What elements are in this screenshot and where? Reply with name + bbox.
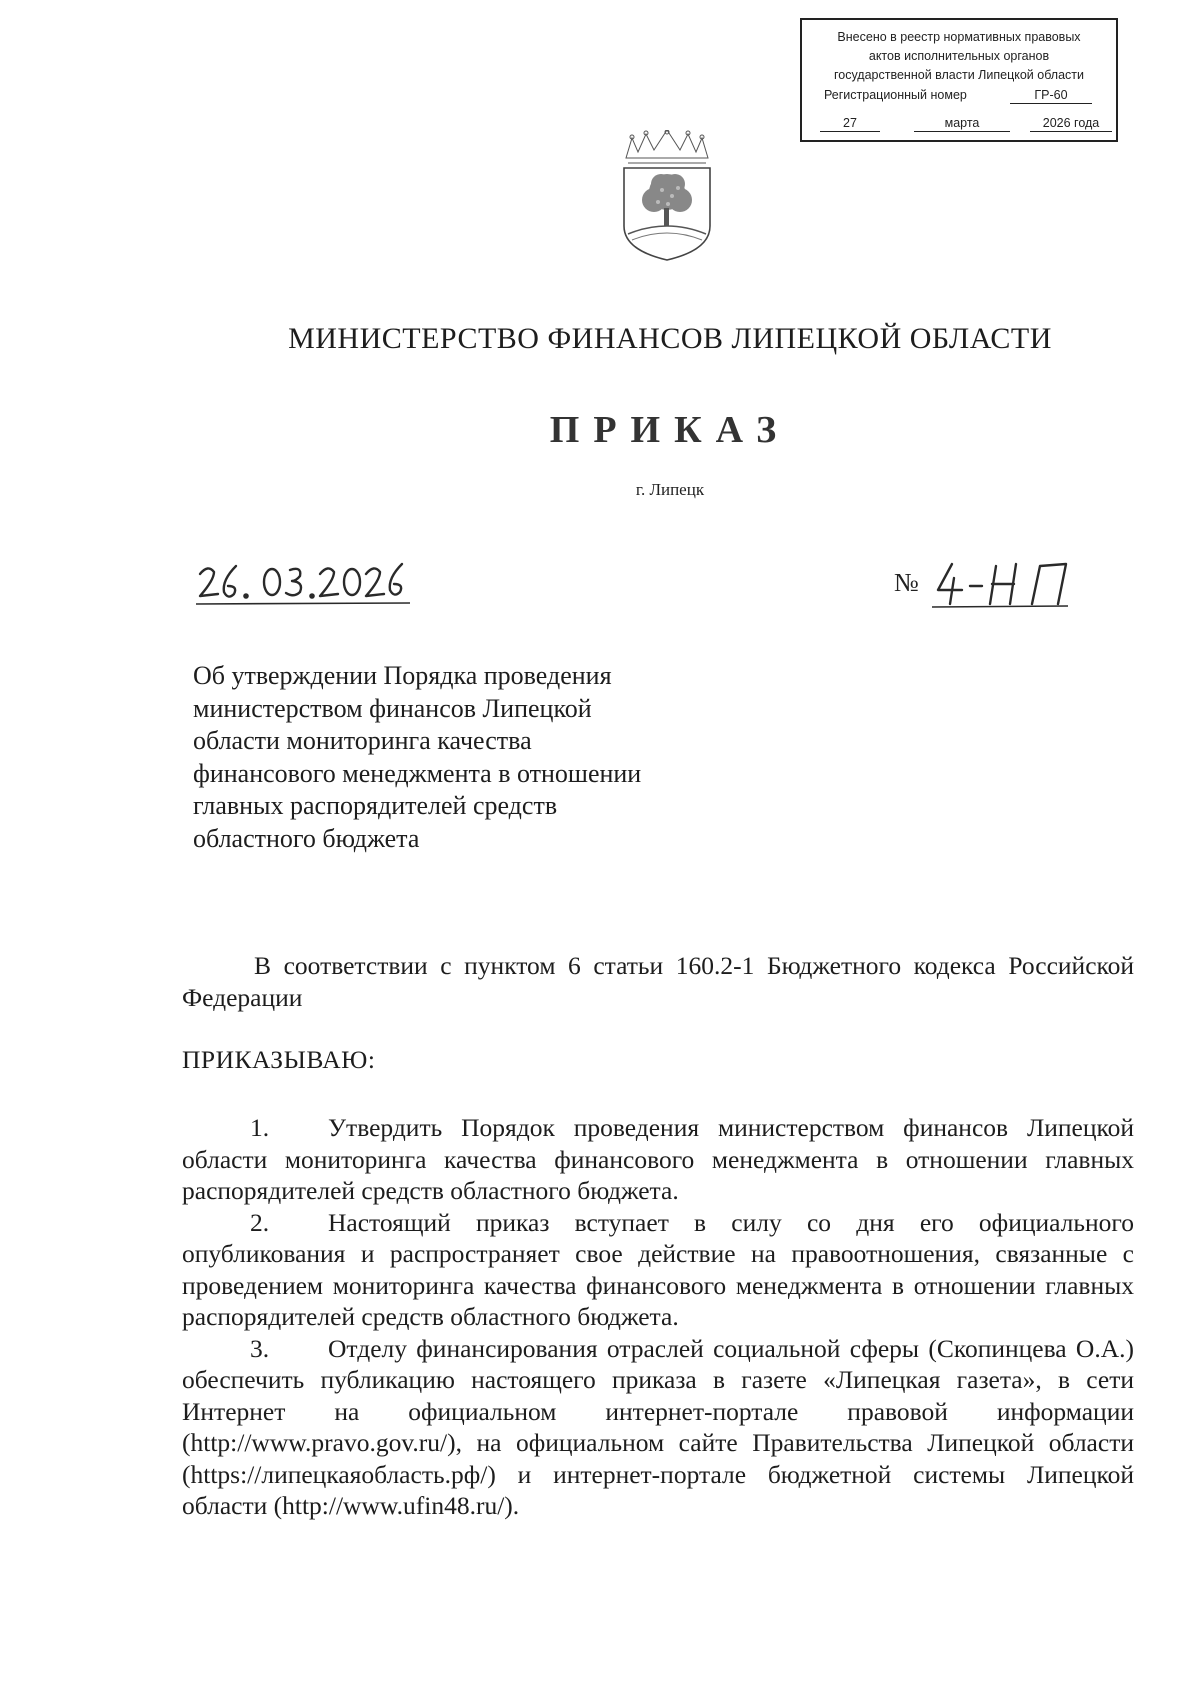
subject-line: министерством финансов Липецкой (193, 693, 592, 723)
order-item (182, 1207, 1134, 1333)
handwritten-date (196, 560, 412, 606)
registry-number-label: Регистрационный номер (824, 88, 967, 102)
registry-line-1: Внесено в реестр нормативных правовых (837, 30, 1081, 44)
order-item (182, 1333, 1134, 1522)
registry-year: 2026 года (1030, 116, 1112, 132)
order-item-text: Утвердить Порядок проведения министерством финансов Липецкой области мониторинга качества финансового менеджмента в отношении главных распорядителей средств областного бюджета. (182, 1113, 1134, 1205)
subject-line: области мониторинга качества (193, 726, 532, 755)
subject-line: финансового менеджмента в отношении (193, 758, 642, 788)
handwritten-number-block (894, 560, 1074, 610)
document-type-title: ПРИКАЗ (549, 409, 791, 451)
subject-line: областного бюджета (193, 823, 420, 853)
registry-line-3: государственной власти Липецкой области (833, 68, 1085, 82)
city-label: г. Липецк (635, 480, 705, 499)
order-item-number: 1. (250, 1113, 270, 1142)
subject-line: главных распорядителей средств (193, 791, 558, 820)
number-sign: № (894, 568, 919, 597)
ministry-name: МИНИСТЕРСТВО ФИНАНСОВ ЛИПЕЦКОЙ ОБЛАСТИ (288, 322, 1052, 355)
order-item (182, 1112, 1134, 1207)
coat-of-arms-lipetsk-icon (618, 130, 716, 262)
registry-number: ГР-60 (1010, 88, 1092, 104)
order-item-number: 3. (250, 1333, 270, 1363)
order-item-text: Отделу финансирования отраслей социальной сферы (Скопинцева О.А.) обеспечить публикацию настоящего приказа в газете «Липецкая газета», в сети Интернет на официальном интернет-портале правовой информации (http://www.pravo.gov.ru/), на официальном сайте Правительства Липецкой области (https://липецкаяобласть.рф/) и интернет-портале бюджетной системы Липецкой области (http://www.ufin48.ru/). (182, 1333, 1134, 1520)
registry-stamp (800, 18, 1118, 142)
order-item-text: Настоящий приказ вступает в силу со дня его официального опубликования и распространяет свое действие на правоотношения, связанные с проведением мониторинга качества финансового менеджмента в отношении главных распорядителей средств областного бюджета. (182, 1207, 1134, 1331)
registry-line-2: актов исполнительных органов (868, 49, 1050, 63)
registry-date-row (802, 116, 1116, 134)
subject-line: Об утверждении Порядка проведения (193, 661, 612, 690)
order-items (182, 1112, 1134, 1522)
order-subject (193, 660, 713, 855)
preamble-paragraph (182, 950, 1134, 1013)
registry-number-row (802, 88, 1116, 106)
registry-month: марта (914, 116, 1010, 132)
preamble-text: В соответствии с пунктом 6 статьи 160.2-1 Бюджетного кодекса Российской Федерации (182, 951, 1134, 1012)
registry-day: 27 (820, 116, 880, 132)
orders-heading: ПРИКАЗЫВАЮ: (182, 1045, 376, 1074)
handwritten-number (932, 560, 1072, 610)
order-item-number: 2. (250, 1207, 270, 1237)
